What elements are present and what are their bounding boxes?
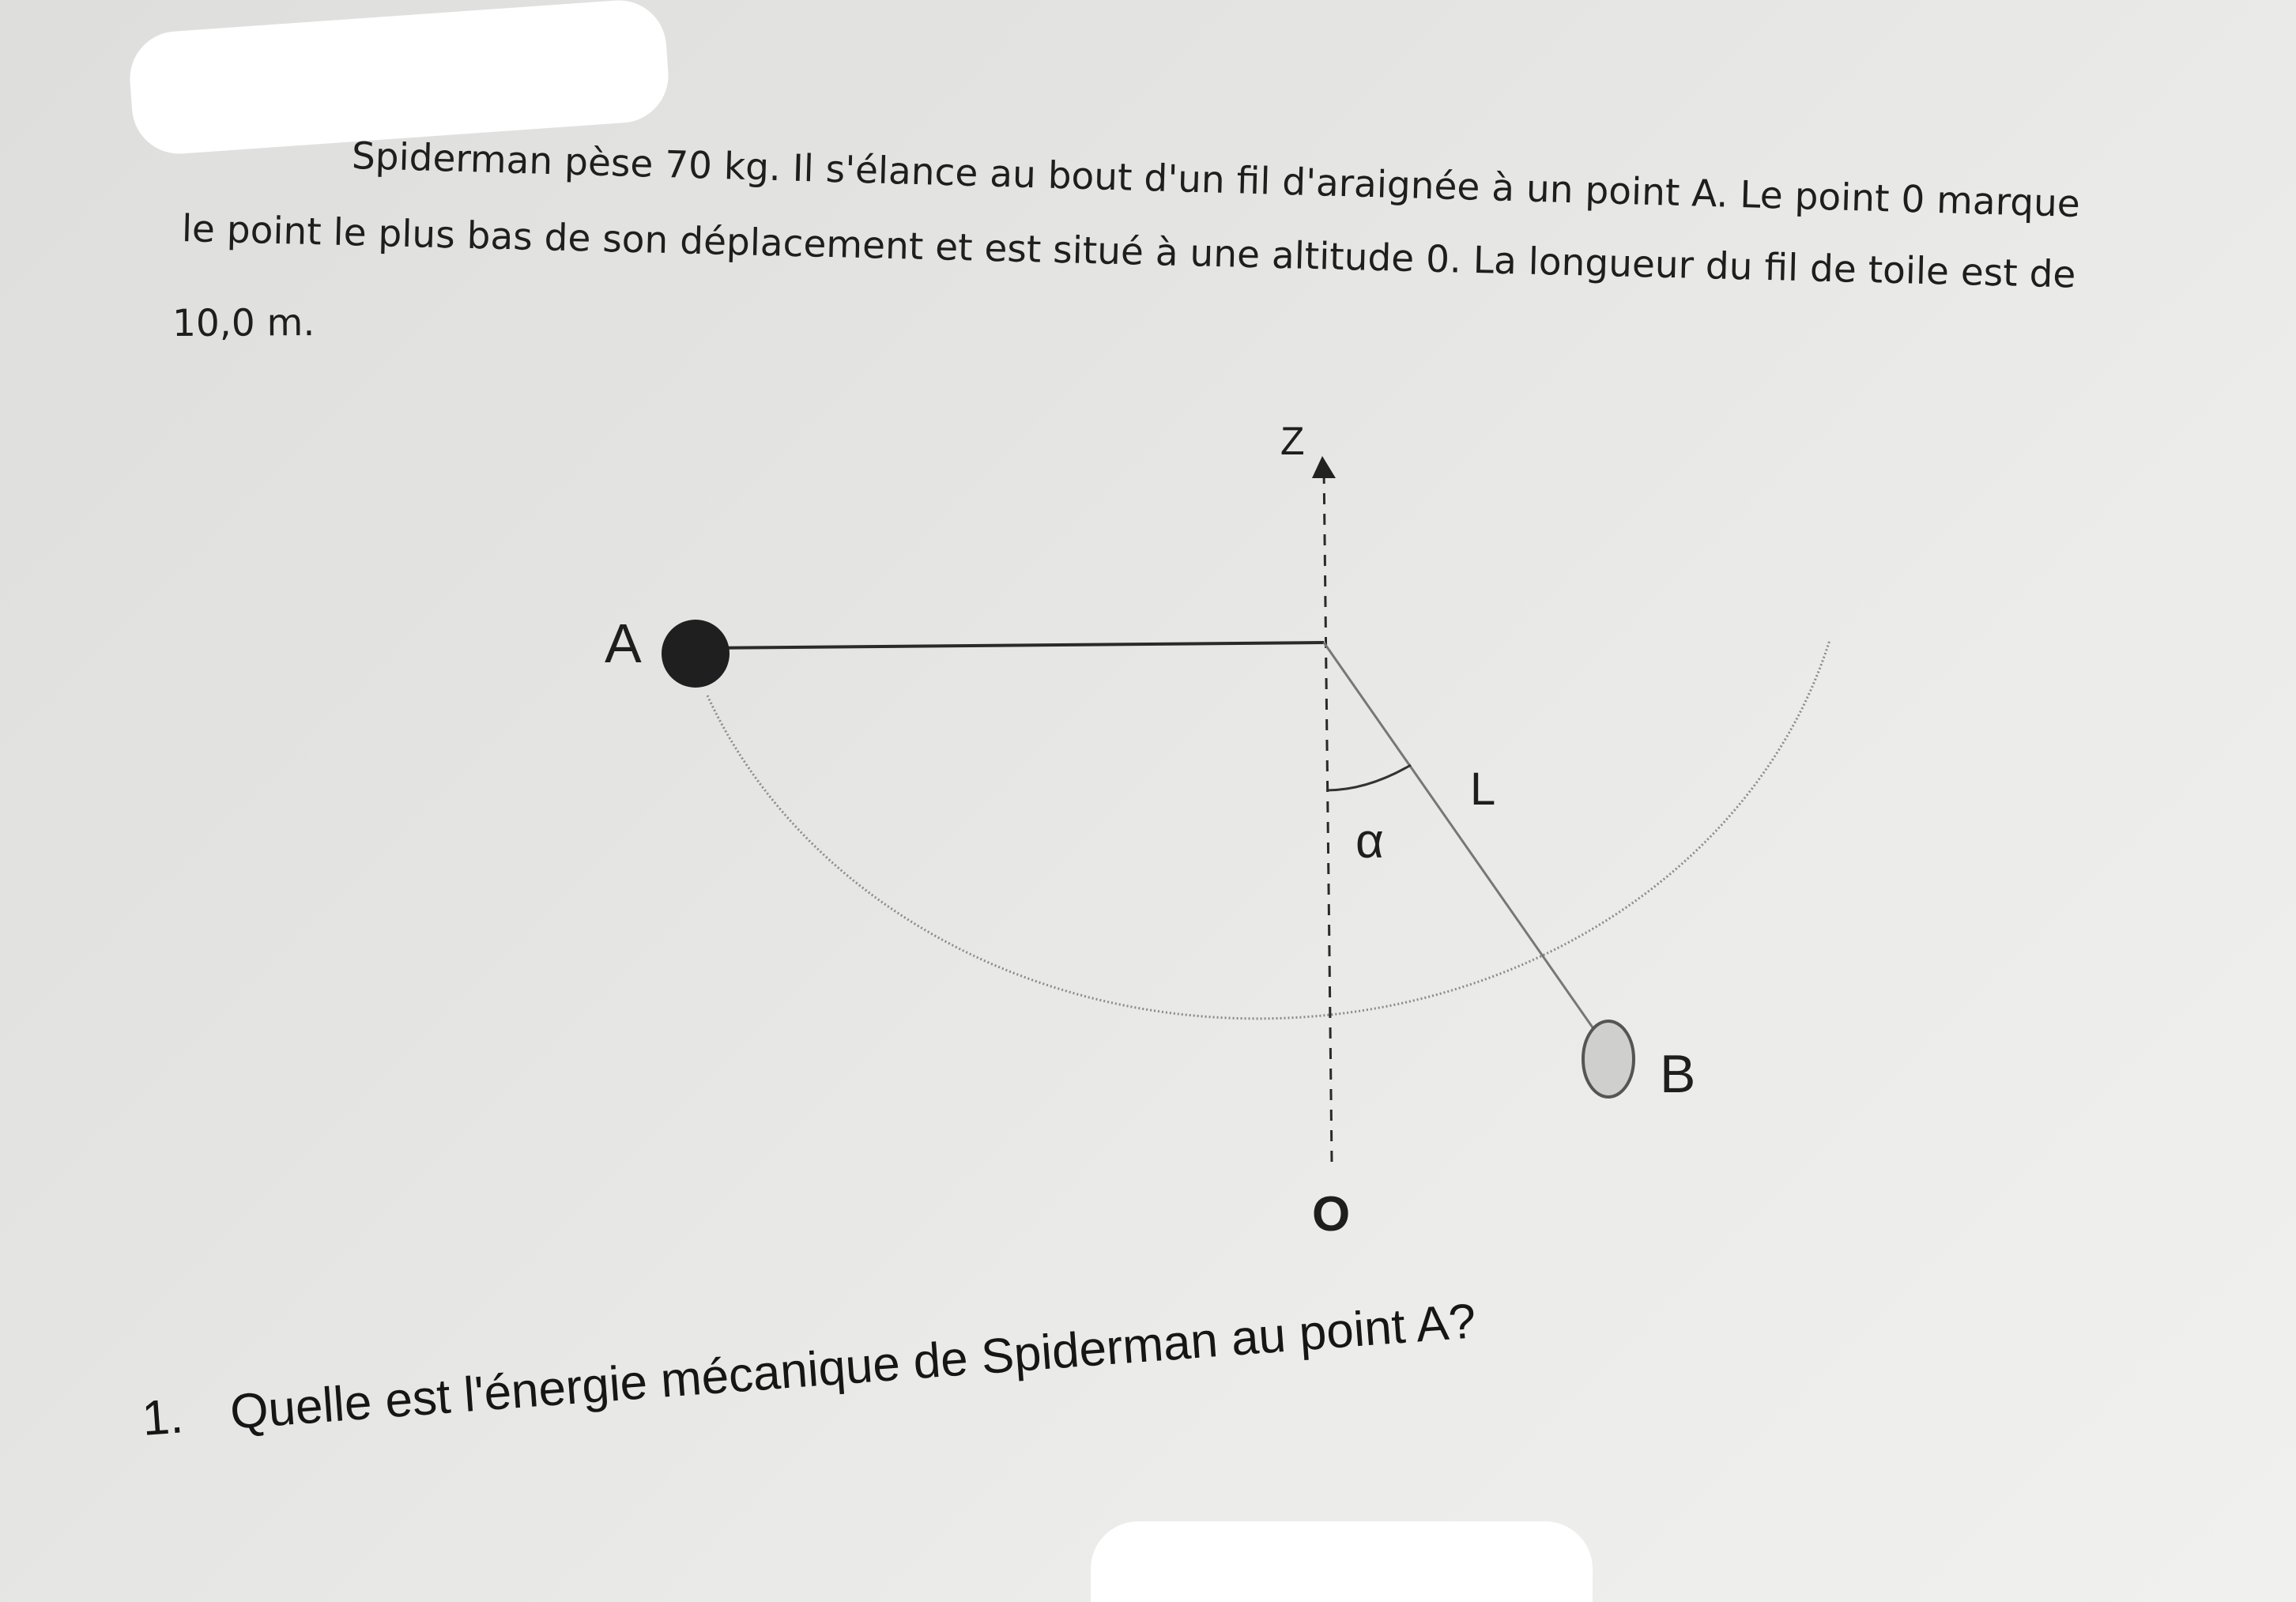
angle-arc [1326,765,1411,790]
string-to-a [699,643,1324,648]
question-number: 1. [140,1389,186,1446]
problem-line-3: 10,0 m. [172,301,315,345]
point-a-label: A [605,613,642,674]
angle-label: α [1355,814,1384,869]
swing-arc [707,640,1830,1019]
axis-label: Z [1280,419,1305,463]
question-text: Quelle est l'énergie mécanique de Spiderman au point A? [228,1294,1478,1440]
axis-arrow-icon [1312,456,1336,478]
point-b-mass [1583,1021,1634,1097]
problem-line-1: Spiderman pèse 70 kg. Il s'élance au bout d'un fil d'araignée à un point A. Le point 0 marque [351,134,2081,227]
point-o-label: O [1312,1187,1351,1242]
redaction-bottom [1091,1521,1593,1602]
problem-line-2: le point le plus bas de son déplacement et est situé à une altitude 0. La longueur du fil de toile est de [181,207,2077,297]
vertical-axis [1324,466,1332,1162]
length-label: L [1470,763,1496,815]
point-b-label: B [1660,1044,1696,1104]
point-a-mass [662,620,730,688]
